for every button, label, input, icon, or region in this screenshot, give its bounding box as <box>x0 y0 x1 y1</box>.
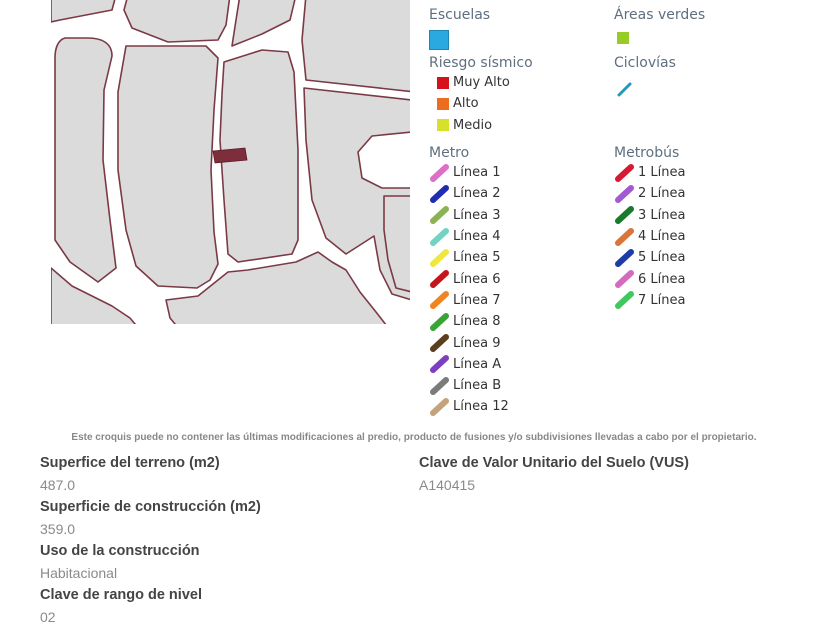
metro-label: Línea 7 <box>453 292 501 308</box>
metro-line-icon <box>429 205 453 225</box>
metro-label: Línea 5 <box>453 250 501 266</box>
metro-label: Línea 12 <box>453 399 509 415</box>
metro-label: Línea B <box>453 378 502 394</box>
riesgo-label: Alto <box>453 96 479 112</box>
info-label: Uso de la construcción <box>40 543 200 559</box>
property-info <box>40 452 261 628</box>
metro-label: Línea 2 <box>453 186 501 202</box>
metro-line-icon <box>429 184 453 204</box>
legend-ciclovias <box>614 54 676 105</box>
metro-item <box>429 290 509 311</box>
metrobus-line-icon <box>614 227 638 247</box>
metrobus-line-icon <box>614 269 638 289</box>
info-uso-construccion <box>40 540 261 584</box>
legend-escuelas <box>429 6 490 50</box>
metrobus-line-icon <box>614 290 638 310</box>
metro-item <box>429 268 509 289</box>
riesgo-item <box>429 115 533 136</box>
metro-line-icon <box>429 312 453 332</box>
riesgo-item <box>429 72 533 93</box>
legend-areas-verdes <box>614 6 705 44</box>
info-superficie-construccion <box>40 496 261 540</box>
metrobus-item <box>614 226 685 247</box>
metro-label: Línea 6 <box>453 271 501 287</box>
metro-line-icon <box>429 163 453 183</box>
metro-item <box>429 332 509 353</box>
info-label: Superfice del terreno (m2) <box>40 455 220 471</box>
metro-line-icon <box>429 248 453 268</box>
metrobus-list <box>614 162 685 311</box>
areas-verdes-swatch <box>617 32 629 44</box>
riesgo-square-icon <box>437 77 449 89</box>
metro-label: Línea 1 <box>453 165 501 181</box>
info-value: 487.0 <box>40 477 76 493</box>
metro-line-icon <box>429 333 453 353</box>
metro-item <box>429 396 509 417</box>
metro-item <box>429 205 509 226</box>
metro-item <box>429 183 509 204</box>
riesgo-item <box>429 93 533 114</box>
metro-label: Línea 3 <box>453 207 501 223</box>
metrobus-item <box>614 247 685 268</box>
metrobus-label: 2 Línea <box>638 186 686 202</box>
info-superficie-terreno <box>40 452 261 496</box>
metrobus-item <box>614 183 685 204</box>
info-vus <box>419 452 689 496</box>
info-label: Clave de rango de nivel <box>40 587 202 603</box>
info-value: Habitacional <box>40 565 118 581</box>
legend-metro-title: Metro <box>429 145 470 161</box>
riesgo-swatch <box>429 115 453 135</box>
riesgo-list <box>429 72 533 136</box>
metrobus-line-icon <box>614 205 638 225</box>
map-block <box>118 46 218 288</box>
map-block <box>302 0 415 92</box>
metro-line-icon <box>429 354 453 374</box>
metro-item <box>429 247 509 268</box>
metro-line-icon <box>429 269 453 289</box>
riesgo-square-icon <box>437 98 449 110</box>
legend-metro <box>429 144 509 418</box>
metro-item <box>429 354 509 375</box>
riesgo-swatch <box>429 73 453 93</box>
disclaimer-text: Este croquis puede no contener las últimas modificaciones al predio, producto de fusiones y/o subdivisiones llevadas a cabo por el propietario. <box>71 432 757 443</box>
info-value: 02 <box>40 609 56 625</box>
metro-list <box>429 162 509 418</box>
metrobus-label: 7 Línea <box>638 292 686 308</box>
legend-metrobus-title: Metrobús <box>614 145 680 161</box>
info-label: Superficie de construcción (m2) <box>40 499 261 515</box>
metrobus-item <box>614 290 685 311</box>
metrobus-line-icon <box>614 184 638 204</box>
metro-label: Línea A <box>453 356 502 372</box>
metro-item <box>429 226 509 247</box>
metrobus-label: 1 Línea <box>638 165 686 181</box>
vus-value: A140415 <box>419 477 476 493</box>
metrobus-item <box>614 205 685 226</box>
metrobus-line-icon <box>614 248 638 268</box>
vus-label: Clave de Valor Unitario del Suelo (VUS) <box>419 455 689 471</box>
subject-parcel <box>213 148 247 163</box>
metrobus-item <box>614 268 685 289</box>
metro-line-icon <box>429 397 453 417</box>
ciclovias-line-icon <box>614 78 636 100</box>
metro-line-icon <box>429 290 453 310</box>
metro-line-icon <box>429 227 453 247</box>
legend-riesgo-sismico <box>429 54 533 136</box>
riesgo-swatch <box>429 94 453 114</box>
escuelas-swatch <box>429 30 449 50</box>
metrobus-label: 3 Línea <box>638 207 686 223</box>
riesgo-square-icon <box>437 119 449 131</box>
metrobus-line-icon <box>614 163 638 183</box>
metrobus-item <box>614 162 685 183</box>
legend-escuelas-title: Escuelas <box>429 7 491 23</box>
riesgo-label: Muy Alto <box>453 75 510 91</box>
legend-areas-verdes-title: Áreas verdes <box>614 7 706 23</box>
metro-item <box>429 311 509 332</box>
legend-ciclovias-title: Ciclovías <box>614 55 676 71</box>
info-rango-nivel <box>40 584 261 628</box>
metro-item <box>429 375 509 396</box>
metro-label: Línea 4 <box>453 229 501 245</box>
metro-line-icon <box>429 376 453 396</box>
metro-label: Línea 9 <box>453 335 501 351</box>
legend-metrobus <box>614 144 685 311</box>
metrobus-label: 6 Línea <box>638 271 686 287</box>
info-value: 359.0 <box>40 521 76 537</box>
metro-label: Línea 8 <box>453 314 501 330</box>
metrobus-label: 4 Línea <box>638 229 686 245</box>
metro-item <box>429 162 509 183</box>
legend-riesgo-title: Riesgo sísmico <box>429 55 533 71</box>
metrobus-label: 5 Línea <box>638 250 686 266</box>
riesgo-label: Medio <box>453 117 493 133</box>
